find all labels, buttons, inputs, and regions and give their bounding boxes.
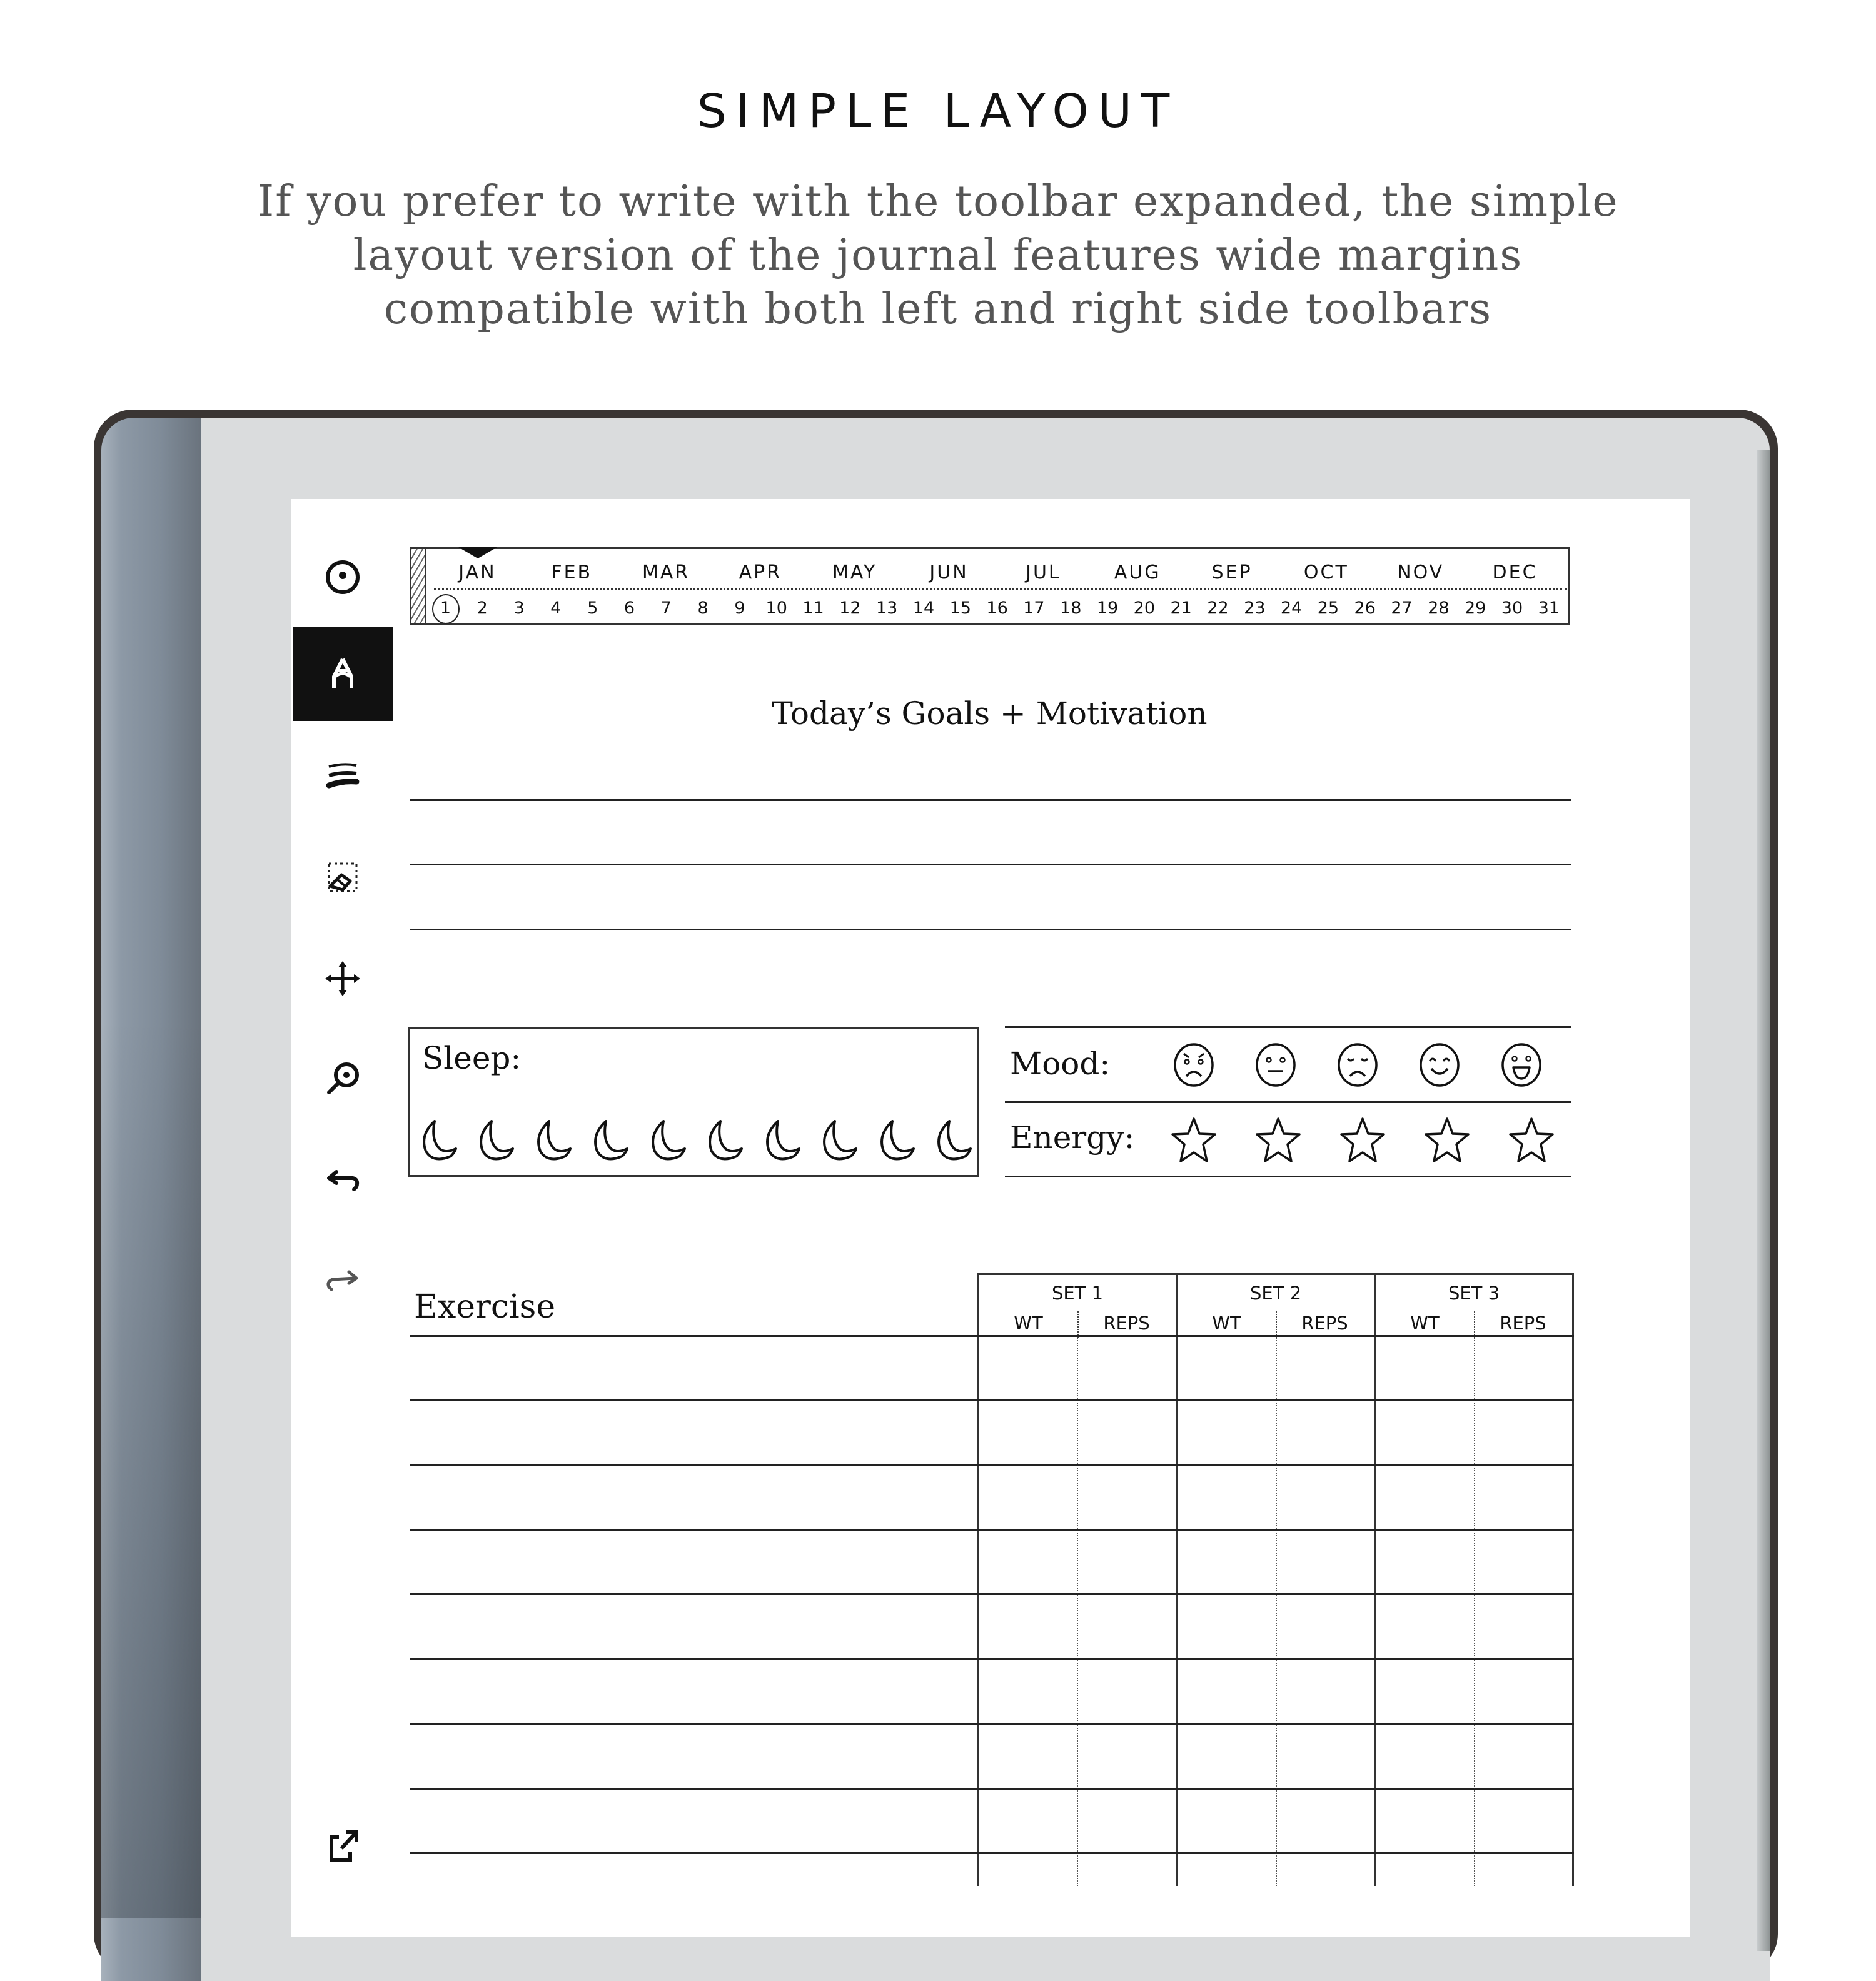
day-link[interactable]: 24 — [1280, 598, 1303, 618]
strip-tab-hatch — [411, 549, 426, 623]
exercise-row[interactable] — [410, 1852, 1574, 1854]
sad-face-icon[interactable] — [1334, 1041, 1381, 1089]
energy-bottom-rule — [1005, 1176, 1571, 1177]
month-link-oct[interactable]: OCT — [1303, 562, 1349, 583]
set-2-header — [1178, 1275, 1376, 1336]
exercise-row[interactable] — [410, 1464, 1574, 1466]
day-link[interactable]: 17 — [1023, 598, 1045, 618]
moon-icon[interactable] — [529, 1116, 574, 1165]
day-link[interactable]: 23 — [1244, 598, 1266, 618]
moon-icon[interactable] — [472, 1116, 517, 1165]
star-icon[interactable] — [1253, 1115, 1303, 1165]
redo-icon — [320, 1259, 365, 1304]
stroke-lines-icon — [320, 753, 365, 798]
toolbar-eraser-button[interactable] — [293, 832, 393, 925]
subtitle-line: layout version of the journal features wide margins — [353, 231, 1523, 280]
marker-pen-icon — [320, 652, 365, 697]
day-link[interactable]: 18 — [1060, 598, 1082, 618]
goals-heading: Today’s Goals + Motivation — [772, 695, 1208, 732]
toolbar-undo-button[interactable] — [293, 1135, 393, 1229]
weight-column-label: WT — [1410, 1313, 1440, 1334]
mood-top-rule — [1005, 1026, 1571, 1028]
mood-faces — [1170, 1041, 1545, 1089]
toolbar-redo-button[interactable] — [293, 1235, 393, 1329]
set-3-header — [1376, 1275, 1572, 1336]
set-name: SET 1 — [1051, 1283, 1104, 1304]
happy-face-icon[interactable] — [1498, 1041, 1545, 1089]
column-divider — [1077, 1311, 1079, 1338]
table-dotted-divider — [1276, 1336, 1277, 1886]
day-link[interactable]: 22 — [1207, 598, 1229, 618]
move-arrows-icon — [320, 956, 365, 1001]
exercise-row[interactable] — [410, 1723, 1574, 1725]
goals-writing-line[interactable] — [410, 799, 1571, 801]
day-link[interactable]: 14 — [912, 598, 935, 618]
set-name: SET 2 — [1249, 1283, 1302, 1304]
month-link-jun[interactable]: JUN — [929, 562, 969, 583]
day-link[interactable]: 6 — [623, 598, 635, 618]
toolbar-menu-button[interactable] — [293, 530, 393, 624]
day-link[interactable]: 19 — [1096, 598, 1119, 618]
export-icon — [320, 1822, 365, 1867]
content-face-icon[interactable] — [1416, 1041, 1463, 1089]
exercise-row[interactable] — [410, 1593, 1574, 1595]
weight-column-label: WT — [1212, 1313, 1241, 1334]
weight-column-label: WT — [1014, 1313, 1043, 1334]
day-link[interactable]: 12 — [839, 598, 861, 618]
day-link-selected[interactable]: 1 — [427, 594, 464, 623]
toolbar-move-button[interactable] — [293, 932, 393, 1026]
moon-icon[interactable] — [872, 1116, 917, 1165]
day-link[interactable]: 2 — [477, 598, 488, 618]
month-link-feb[interactable]: FEB — [551, 562, 593, 583]
table-dotted-divider — [1474, 1336, 1475, 1886]
subtitle-line: If you prefer to write with the toolbar expanded, the simple — [257, 177, 1619, 226]
star-icon[interactable] — [1422, 1115, 1472, 1165]
star-icon[interactable] — [1169, 1115, 1219, 1165]
month-link-mar[interactable]: MAR — [642, 562, 690, 583]
toolbar-export-button[interactable] — [293, 1798, 393, 1892]
star-icon[interactable] — [1506, 1115, 1556, 1165]
star-icon[interactable] — [1338, 1115, 1388, 1165]
table-column-line — [1176, 1336, 1178, 1886]
day-link[interactable]: 7 — [660, 598, 672, 618]
mood-label: Mood: — [1010, 1046, 1111, 1082]
month-link-jul[interactable]: JUL — [1026, 562, 1061, 583]
reps-column-label: REPS — [1103, 1313, 1150, 1334]
day-link[interactable]: 27 — [1391, 598, 1413, 618]
table-dotted-divider — [1077, 1336, 1078, 1886]
table-column-line — [977, 1336, 979, 1886]
sleep-tracker — [408, 1027, 979, 1177]
frame-edge-right — [1757, 450, 1770, 1951]
exercise-row[interactable] — [410, 1529, 1574, 1531]
selected-month-marker-icon — [458, 547, 497, 558]
day-link[interactable]: 29 — [1464, 598, 1486, 618]
moon-icon[interactable] — [586, 1116, 631, 1165]
day-link[interactable]: 9 — [734, 598, 745, 618]
mood-energy-divider — [1005, 1101, 1571, 1103]
day-link[interactable]: 10 — [765, 598, 787, 618]
set-1-header — [979, 1275, 1178, 1336]
day-link[interactable]: 11 — [802, 598, 824, 618]
toolbar-stroke-button[interactable] — [293, 728, 393, 822]
day-link[interactable]: 20 — [1133, 598, 1156, 618]
grip-shading — [101, 418, 201, 1918]
sleep-moons — [415, 1116, 974, 1166]
month-link-dec[interactable]: DEC — [1492, 562, 1538, 583]
strip-divider — [434, 588, 1567, 590]
moon-icon[interactable] — [929, 1116, 974, 1165]
table-column-line — [1374, 1336, 1376, 1886]
month-link-nov[interactable]: NOV — [1397, 562, 1445, 583]
moon-icon[interactable] — [815, 1116, 860, 1165]
neutral-face-icon[interactable] — [1252, 1041, 1299, 1089]
page-title: SIMPLE LAYOUT — [697, 84, 1179, 138]
table-column-line — [1572, 1336, 1574, 1886]
eraser-selection-icon — [320, 856, 365, 901]
set-name: SET 3 — [1448, 1283, 1500, 1304]
exercise-row[interactable] — [410, 1788, 1574, 1790]
day-link[interactable]: 15 — [949, 598, 971, 618]
month-link-sep[interactable]: SEP — [1211, 562, 1253, 583]
angry-face-icon[interactable] — [1170, 1041, 1218, 1089]
toolbar-zoom-button[interactable] — [293, 1032, 393, 1126]
day-link[interactable]: 16 — [986, 598, 1008, 618]
day-link[interactable]: 26 — [1354, 598, 1376, 618]
sleep-label: Sleep: — [422, 1040, 522, 1076]
moon-icon[interactable] — [700, 1116, 745, 1165]
day-link[interactable]: 30 — [1501, 598, 1523, 618]
exercise-row[interactable] — [410, 1399, 1574, 1401]
energy-label: Energy: — [1010, 1119, 1135, 1156]
menu-circle-icon — [320, 555, 365, 600]
column-divider — [1276, 1311, 1277, 1338]
month-link-apr[interactable]: APR — [739, 562, 782, 583]
day-link[interactable]: 3 — [513, 598, 525, 618]
day-link[interactable]: 21 — [1170, 598, 1192, 618]
month-link-may[interactable]: MAY — [832, 562, 877, 583]
exercise-row[interactable] — [410, 1335, 1574, 1337]
reps-column-label: REPS — [1301, 1313, 1348, 1334]
energy-stars — [1169, 1115, 1556, 1165]
day-link[interactable]: 8 — [697, 598, 709, 618]
month-link-jan[interactable]: JAN — [458, 562, 497, 583]
exercise-row[interactable] — [410, 1658, 1574, 1660]
day-link[interactable]: 25 — [1317, 598, 1339, 618]
day-row — [427, 594, 1567, 623]
day-link[interactable]: 28 — [1428, 598, 1450, 618]
moon-icon[interactable] — [643, 1116, 688, 1165]
day-link[interactable]: 5 — [587, 598, 598, 618]
subtitle-line: compatible with both left and right side toolbars — [383, 285, 1493, 334]
goals-writing-line[interactable] — [410, 929, 1571, 930]
day-link[interactable]: 4 — [550, 598, 562, 618]
undo-icon — [320, 1159, 365, 1204]
exercise-sets-header — [977, 1273, 1574, 1336]
exercise-label: Exercise — [414, 1288, 556, 1326]
month-row — [430, 562, 1562, 588]
day-link[interactable]: 31 — [1538, 598, 1560, 618]
reps-column-label: REPS — [1500, 1313, 1546, 1334]
day-link[interactable]: 13 — [875, 598, 898, 618]
month-link-aug[interactable]: AUG — [1114, 562, 1161, 583]
column-divider — [1474, 1311, 1475, 1338]
date-navigation-strip — [410, 547, 1570, 625]
moon-icon[interactable] — [758, 1116, 803, 1165]
goals-writing-line[interactable] — [410, 864, 1571, 865]
toolbar-writing-tool-button[interactable] — [293, 627, 393, 721]
page-subtitle — [0, 175, 1876, 336]
zoom-icon — [320, 1056, 365, 1101]
moon-icon[interactable] — [415, 1116, 460, 1165]
